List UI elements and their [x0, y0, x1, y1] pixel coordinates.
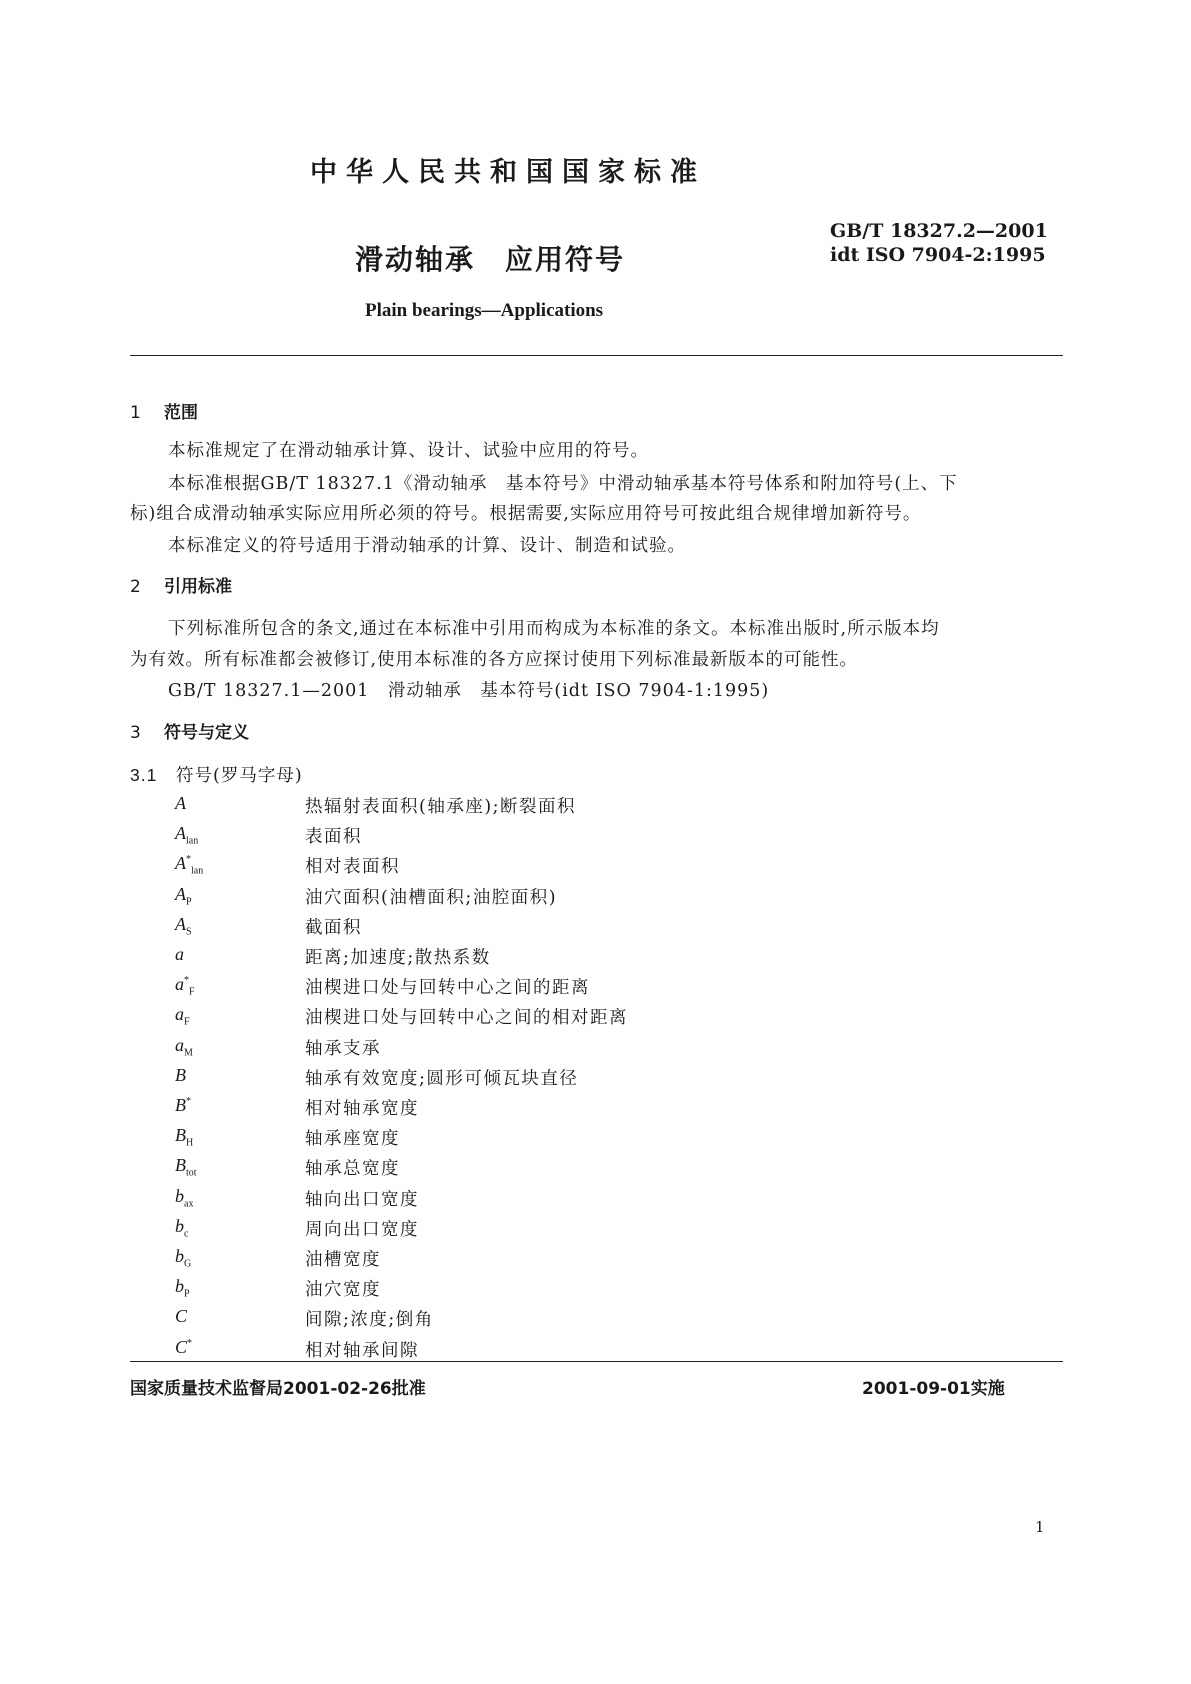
- symbol-definition: 油穴宽度: [305, 1280, 381, 1300]
- section-3-heading: [130, 718, 249, 743]
- symbol-subscript: c: [184, 1228, 189, 1240]
- symbol-definition: 周向出口宽度: [305, 1220, 419, 1240]
- symbol-definition: 油槽宽度: [305, 1250, 381, 1270]
- section-1-heading: [130, 398, 198, 423]
- page-number: 1: [1035, 1518, 1045, 1536]
- symbol-term: [175, 1155, 197, 1179]
- subsection-3-1-number: 3.1: [130, 765, 158, 785]
- symbol-base: A: [175, 914, 186, 934]
- symbol-definition: 油穴面积(油槽面积;油腔面积): [305, 888, 558, 908]
- section-2-para-1a: 下列标准所包含的条文,通过在本标准中引用而构成为本标准的条文。本标准出版时,所示版本均: [168, 619, 940, 639]
- symbol-definition: 相对轴承间隙: [305, 1341, 419, 1361]
- symbol-definition: 截面积: [305, 918, 362, 938]
- symbol-term: [175, 1065, 186, 1086]
- symbol-base: a: [175, 1004, 184, 1024]
- section-1-para-2b: 标)组合成滑动轴承实际应用所必须的符号。根据需要,实际应用符号可按此组合规律增加新符号。: [130, 504, 922, 524]
- symbol-base: B: [175, 1065, 186, 1085]
- symbol-term: [175, 974, 195, 998]
- symbol-subscript: G: [184, 1258, 192, 1270]
- effective-date: 2001-09-01实施: [862, 1379, 1005, 1399]
- symbol-term: [175, 1035, 193, 1059]
- symbol-base: A: [175, 793, 186, 813]
- symbol-term: [175, 1125, 193, 1149]
- symbol-term: [175, 914, 192, 938]
- symbol-base: A: [175, 853, 186, 873]
- section-3-title: 符号与定义: [164, 723, 249, 743]
- footer-divider: [130, 1361, 1063, 1362]
- symbol-definition: 热辐射表面积(轴承座);断裂面积: [305, 797, 577, 817]
- section-1-para-2a: 本标准根据GB/T 18327.1《滑动轴承 基本符号》中滑动轴承基本符号体系和附加符号(上、下: [168, 474, 958, 494]
- symbol-definition: 轴承支承: [305, 1039, 381, 1059]
- symbol-base: B: [175, 1125, 186, 1145]
- symbol-base: b: [175, 1186, 184, 1206]
- symbol-base: b: [175, 1216, 184, 1236]
- subsection-3-1-title: 符号(罗马字母): [176, 766, 303, 786]
- normative-reference: GB/T 18327.1—2001 滑动轴承 基本符号(idt ISO 7904-1:1995): [168, 681, 770, 701]
- document-title-cn: 滑动轴承 应用符号: [355, 243, 626, 276]
- symbol-base: b: [175, 1246, 184, 1266]
- symbol-definition: 表面积: [305, 827, 362, 847]
- symbol-subscript: lan: [191, 865, 204, 877]
- symbol-term: [175, 1276, 190, 1300]
- standard-number-gb: GB/T 18327.2—2001: [830, 220, 1048, 242]
- symbol-definition: 相对轴承宽度: [305, 1099, 419, 1119]
- symbol-definition: 距离;加速度;散热系数: [305, 948, 491, 968]
- symbol-subscript: lan: [186, 835, 199, 847]
- symbol-subscript: M: [184, 1047, 193, 1059]
- symbol-term: [175, 823, 198, 847]
- symbol-subscript: H: [186, 1137, 194, 1149]
- symbol-base: C: [175, 1306, 188, 1326]
- symbol-base: a: [175, 944, 184, 964]
- symbol-term: [175, 853, 203, 877]
- symbol-base: C: [175, 1337, 188, 1357]
- symbol-definition: 油楔进口处与回转中心之间的距离: [305, 978, 590, 998]
- symbol-term: [175, 944, 184, 965]
- symbol-definition: 油楔进口处与回转中心之间的相对距离: [305, 1008, 628, 1028]
- subsection-3-1-heading: [130, 762, 303, 787]
- symbol-subscript: F: [184, 1016, 190, 1028]
- symbol-term: [175, 1004, 190, 1028]
- symbol-definition: 轴承座宽度: [305, 1129, 400, 1149]
- symbol-term: [175, 1337, 192, 1358]
- header-divider: [130, 355, 1063, 356]
- symbol-base: B: [175, 1155, 186, 1175]
- section-2-heading: [130, 572, 232, 597]
- symbol-base: A: [175, 884, 186, 904]
- section-2-para-1b: 为有效。所有标准都会被修订,使用本标准的各方应探讨使用下列标准最新版本的可能性。: [130, 650, 859, 670]
- standard-number-iso: idt ISO 7904-2:1995: [830, 244, 1046, 266]
- national-standard-heading: 中华人民共和国国家标准: [310, 157, 706, 188]
- symbol-superscript: *: [184, 975, 189, 986]
- symbol-superscript: *: [186, 1096, 191, 1107]
- document-title-en: Plain bearings—Applications: [365, 300, 604, 321]
- symbol-term: [175, 884, 192, 908]
- symbol-subscript: S: [186, 926, 192, 938]
- symbol-subscript: ax: [184, 1198, 194, 1210]
- symbol-subscript: P: [184, 1288, 190, 1300]
- symbol-base: b: [175, 1276, 184, 1296]
- symbol-term: [175, 1186, 193, 1210]
- section-1-title: 范围: [164, 403, 198, 423]
- symbol-base: a: [175, 974, 184, 994]
- symbol-base: A: [175, 823, 186, 843]
- section-1-number: 1: [130, 403, 141, 423]
- symbol-term: [175, 1095, 191, 1116]
- symbol-superscript: *: [186, 854, 191, 865]
- standard-number: [830, 219, 1048, 267]
- symbol-term: [175, 793, 186, 814]
- section-1-para-3: 本标准定义的符号适用于滑动轴承的计算、设计、制造和试验。: [168, 536, 686, 556]
- symbol-definition: 间隙;浓度;倒角: [305, 1310, 434, 1330]
- symbol-superscript: *: [187, 1338, 193, 1349]
- section-1-para-1: 本标准规定了在滑动轴承计算、设计、试验中应用的符号。: [168, 441, 649, 461]
- symbol-base: B: [175, 1095, 186, 1115]
- symbol-base: a: [175, 1035, 184, 1055]
- symbol-term: [175, 1216, 188, 1240]
- symbol-term: [175, 1246, 191, 1270]
- symbol-definition: 相对表面积: [305, 857, 400, 877]
- symbol-term: [175, 1306, 187, 1327]
- section-2-number: 2: [130, 577, 141, 597]
- symbol-subscript: F: [189, 986, 195, 998]
- symbol-subscript: tot: [186, 1167, 197, 1179]
- section-2-title: 引用标准: [164, 577, 232, 597]
- approval-date: 国家质量技术监督局2001-02-26批准: [130, 1379, 426, 1399]
- section-3-number: 3: [130, 723, 141, 743]
- symbol-subscript: P: [186, 896, 192, 908]
- symbol-definition: 轴向出口宽度: [305, 1190, 419, 1210]
- symbol-definition: 轴承总宽度: [305, 1159, 400, 1179]
- symbol-definition: 轴承有效宽度;圆形可倾瓦块直径: [305, 1069, 579, 1089]
